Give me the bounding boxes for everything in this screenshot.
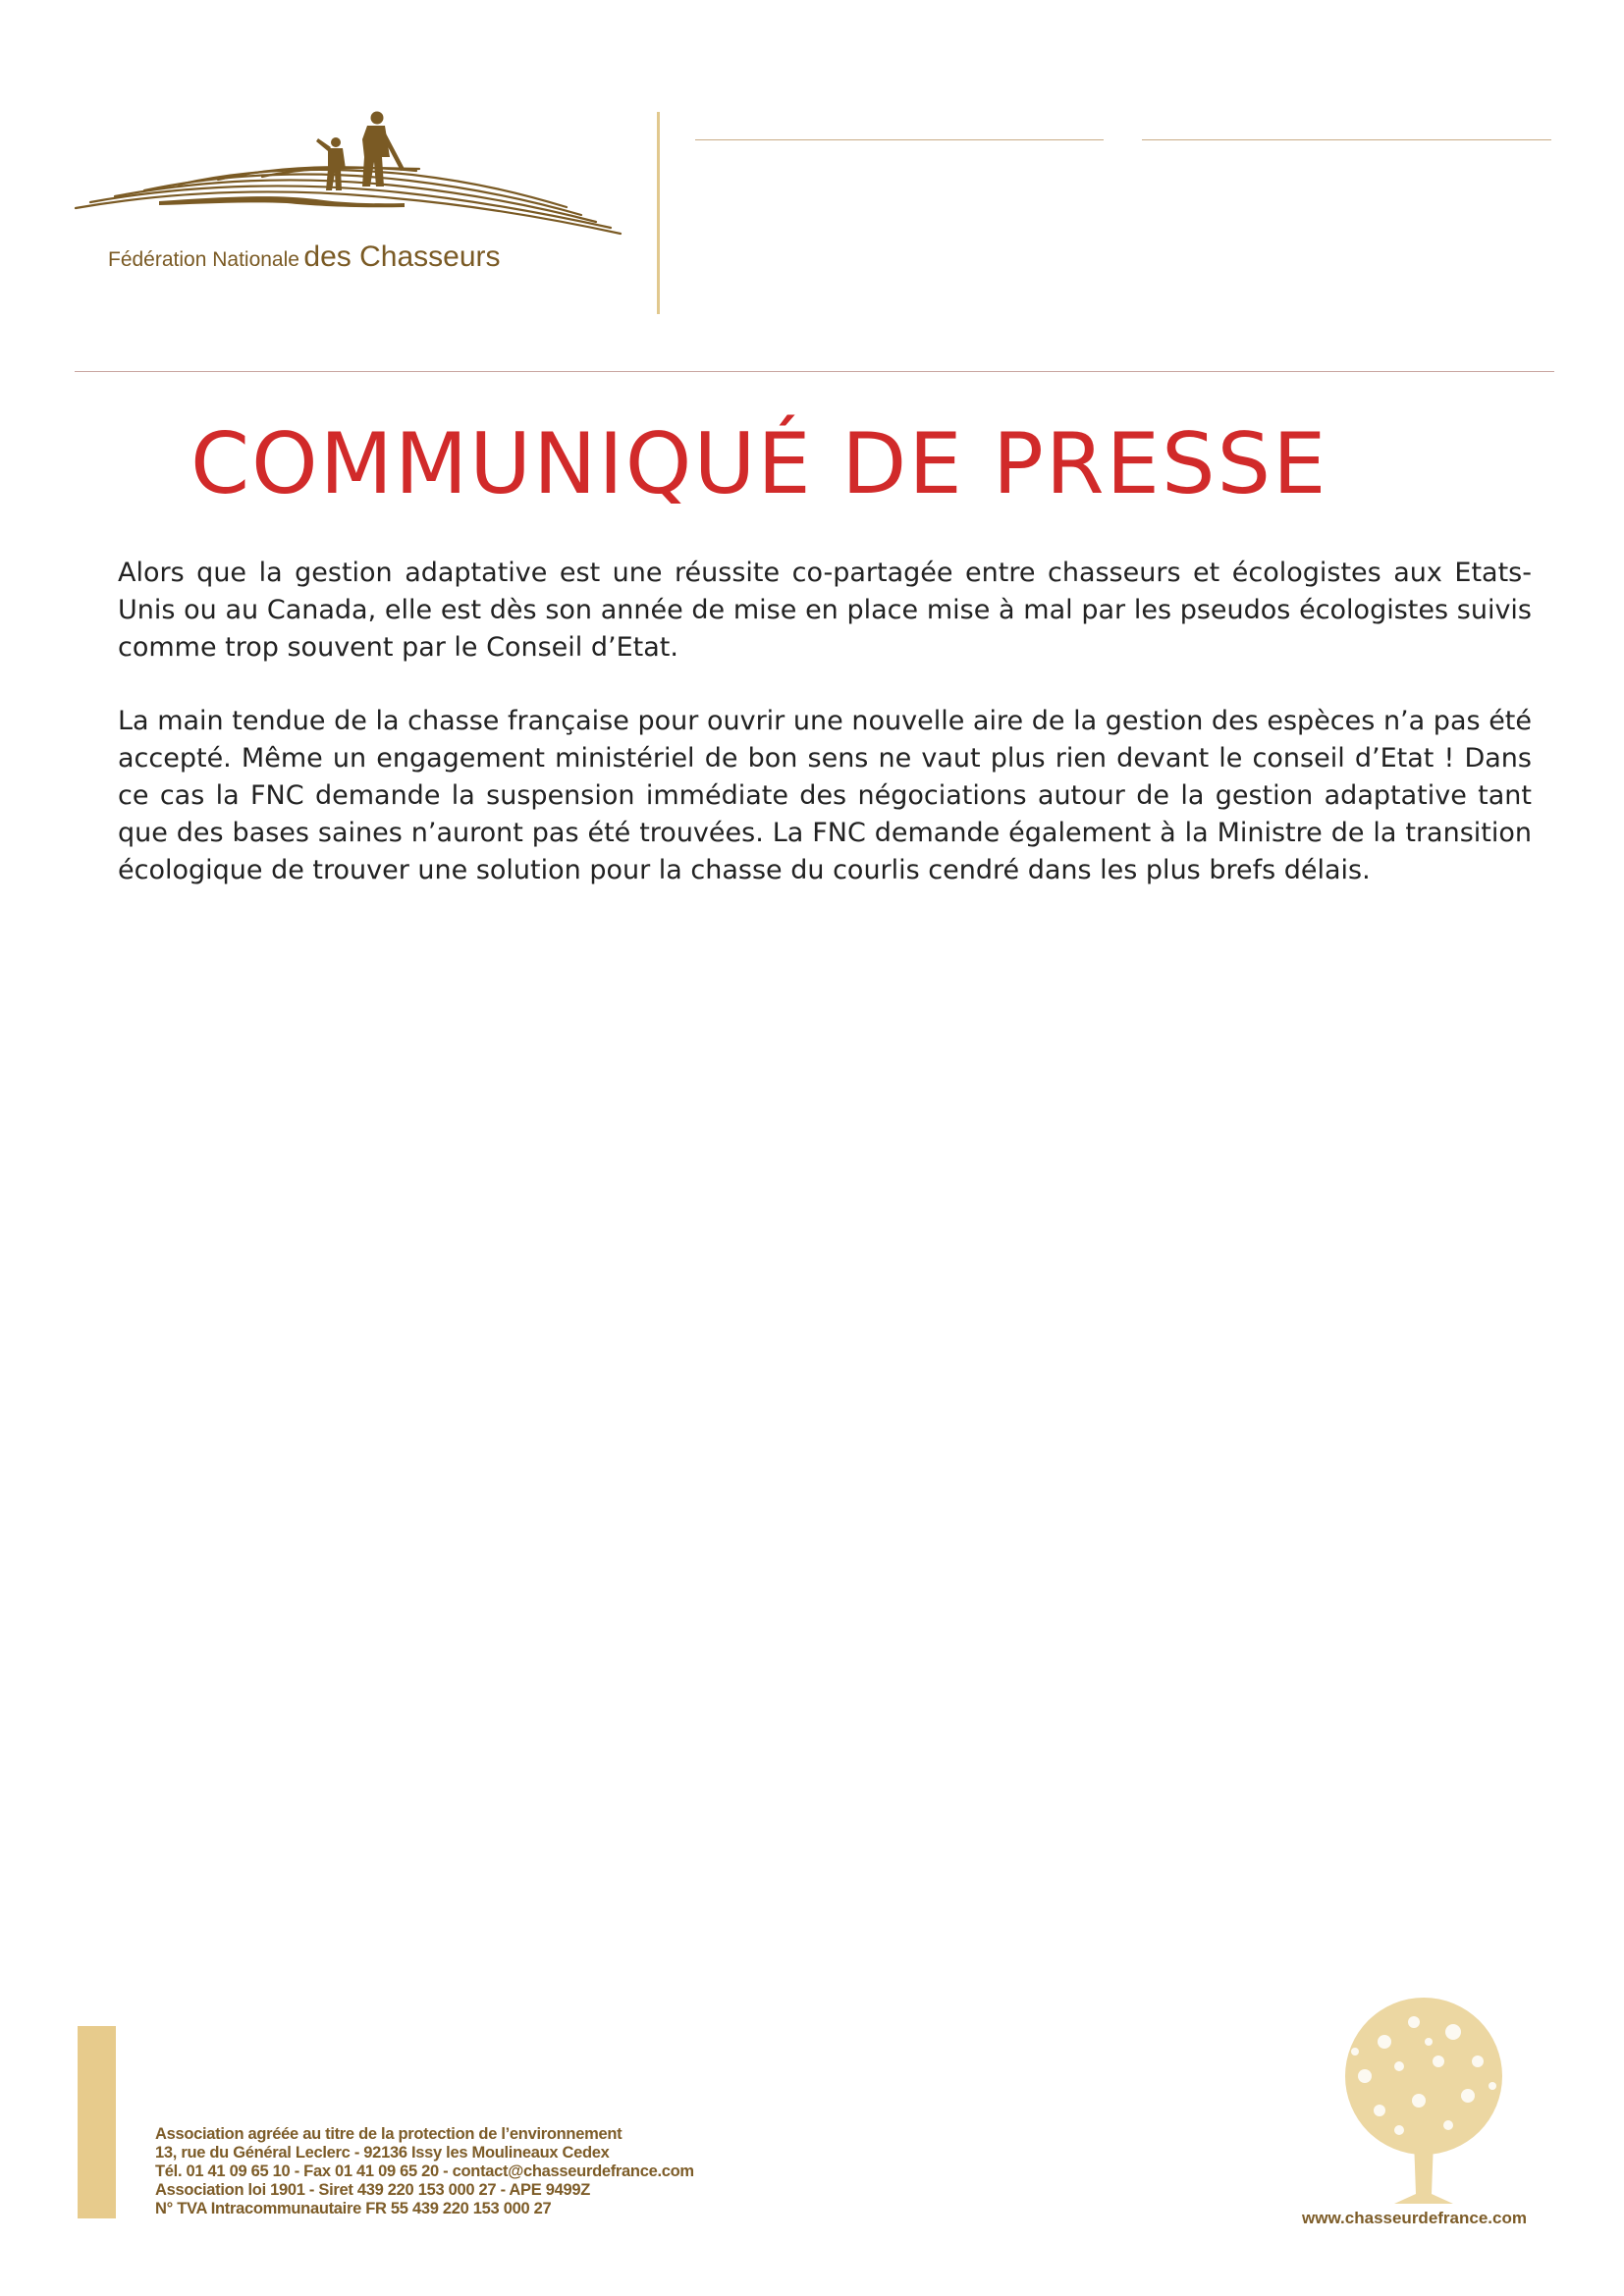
press-release-body	[118, 555, 1532, 926]
paragraph-1: Alors que la gestion adaptative est une réussite co-partagée entre chasseurs et écologistes aux Etats-Unis ou au Canada, elle est dès son année de mise en place mise à mal par les pseudos écologistes suivis comme trop souvent par le Conseil d’Etat.	[118, 558, 1532, 663]
footer-line: N° TVA Intracommunautaire FR 55 439 220 153 000 27	[155, 2200, 552, 2217]
paragraph-2: La main tendue de la chasse française pour ouvrir une nouvelle aire de la gestion des espèces n’a pas été accepté. Même un engagement ministériel de bon sens ne vaut plus rien devant le conseil d’Etat ! Dans ce cas la FNC demande la suspension immédiate des négociations autour de la gestion adaptative tant que des bases saines n’auront pas été trouvées. La FNC demande également à la Ministre de la transition écologique de trouver une solution pour la chasse du courlis cendré dans les plus brefs délais.	[118, 706, 1532, 885]
footer-line: 13, rue du Général Leclerc - 92136 Issy les Moulineaux Cedex	[155, 2144, 610, 2162]
org-name-part2: des Chasseurs	[303, 240, 501, 273]
footer-line: Association agréée au titre de la protection de l’environnement	[155, 2125, 623, 2143]
tree-icon	[1306, 1993, 1542, 2214]
header-rule-left	[695, 139, 1104, 140]
org-name	[108, 240, 501, 274]
fnc-logo	[71, 108, 630, 280]
footer-line: Association loi 1901 - Siret 439 220 153 000 27 - APE 9499Z	[155, 2181, 591, 2199]
org-name-part1: Fédération Nationale	[108, 248, 299, 271]
footer-contact-info	[155, 2125, 901, 2221]
website-link[interactable]: www.chasseurdefrance.com	[1302, 2209, 1527, 2227]
header-separator	[75, 371, 1554, 372]
animal-tree-logo	[1306, 1993, 1542, 2214]
footer-accent-bar	[78, 2026, 116, 2218]
hunters-field-icon	[71, 108, 630, 240]
header-vertical-divider	[657, 112, 660, 314]
page-title: COMMUNIQUÉ DE PRESSE	[190, 415, 1328, 513]
footer-line: Tél. 01 41 09 65 10 - Fax 01 41 09 65 20 - contact@chasseurdefrance.com	[155, 2163, 694, 2180]
header-rule-right	[1142, 139, 1551, 140]
